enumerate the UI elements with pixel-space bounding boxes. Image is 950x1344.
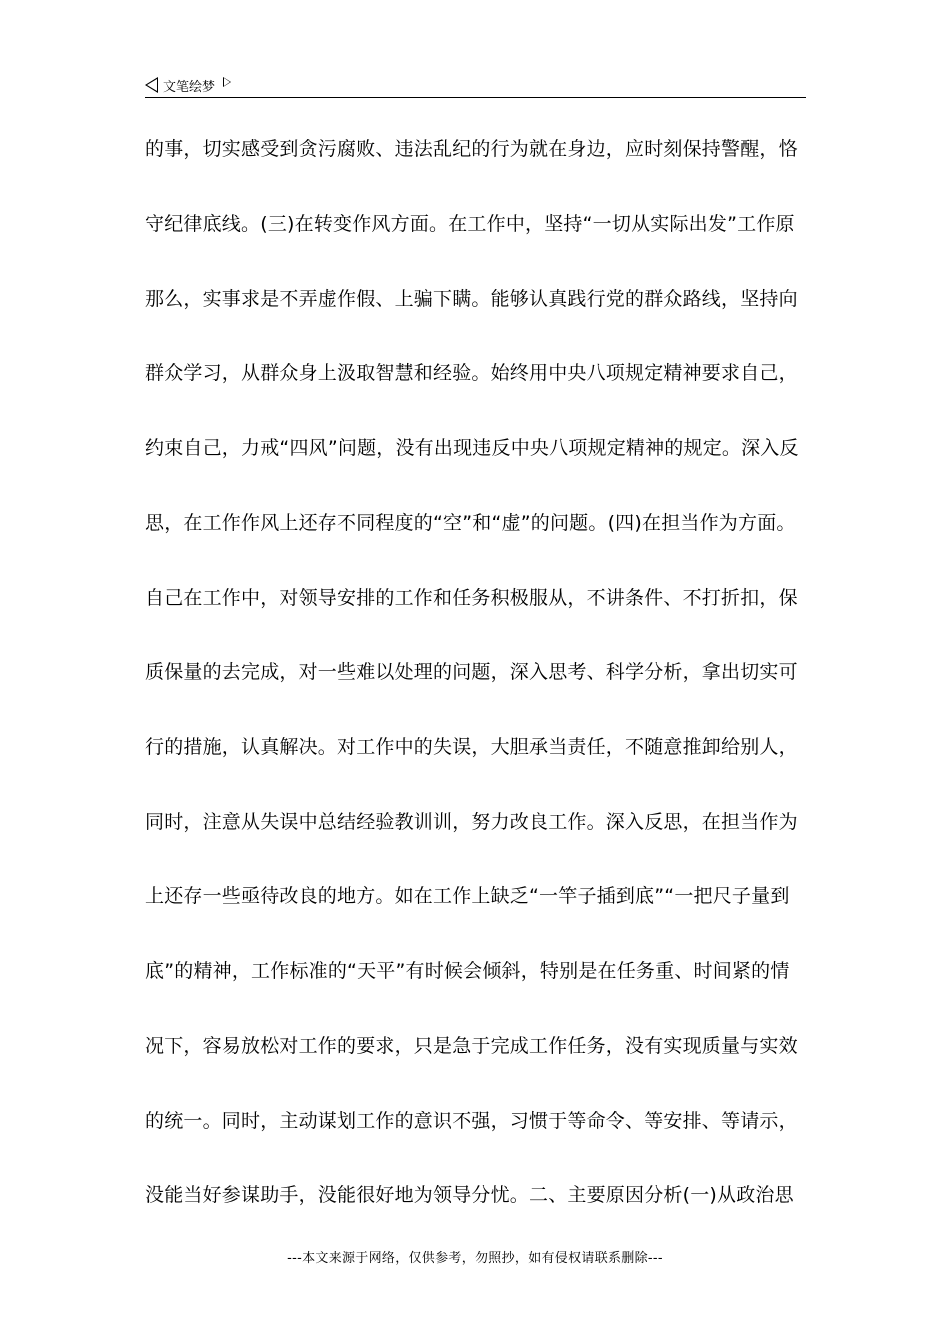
triangle-right-icon	[223, 77, 231, 87]
footer-notice: ---本文来源于网络，仅供参考，勿照抄，如有侵权请联系删除---	[287, 1251, 663, 1266]
text-line: 约束自己，力戒“四风”问题，没有出现违反中央八项规定精神的规定。深入反	[145, 437, 799, 459]
text-line: 同时，注意从失误中总结经验教训训，努力改良工作。深入反思，在担当作为	[145, 811, 798, 833]
page-header	[145, 74, 231, 96]
text-line: 守纪律底线。(三)在转变作风方面。在工作中，坚持“一切从实际出发”工作原	[145, 213, 795, 235]
text-line: 底”的精神，工作标准的“天平”有时候会倾斜，特别是在任务重、时间紧的情	[145, 960, 790, 982]
text-line: 那么，实事求是不弄虚作假、上骗下瞒。能够认真践行党的群众路线，坚持向	[145, 288, 798, 310]
text-line: 群众学习，从群众身上汲取智慧和经验。始终用中央八项规定精神要求自己，	[145, 362, 798, 384]
text-line: 质保量的去完成，对一些难以处理的问题，深入思考、科学分析，拿出切实可	[145, 661, 798, 683]
text-line: 思，在工作作风上还存不同程度的“空”和“虚”的问题。(四)在担当作为方面。	[145, 512, 796, 534]
text-line: 的统一。同时，主动谋划工作的意识不强，习惯于等命令、等安排、等请示，	[145, 1110, 798, 1132]
text-line: 行的措施，认真解决。对工作中的失误，大胆承当责任，不随意推卸给别人，	[145, 736, 798, 758]
triangle-left-icon	[145, 77, 158, 93]
text-line: 没能当好参谋助手，没能很好地为领导分忧。二、主要原因分析(一)从政治思	[145, 1184, 794, 1206]
text-line: 况下，容易放松对工作的要求，只是急于完成工作任务，没有实现质量与实效	[145, 1035, 798, 1057]
text-line: 的事，切实感受到贪污腐败、违法乱纪的行为就在身边，应时刻保持警醒，恪	[145, 138, 798, 160]
header-divider	[145, 97, 806, 98]
text-line: 上还存一些亟待改良的地方。如在工作上缺乏“一竿子插到底”“一把尺子量到	[145, 885, 790, 907]
text-line: 自己在工作中，对领导安排的工作和任务积极服从，不讲条件、不打折扣，保	[145, 587, 798, 609]
header-title: 文笔绘梦	[163, 79, 216, 95]
